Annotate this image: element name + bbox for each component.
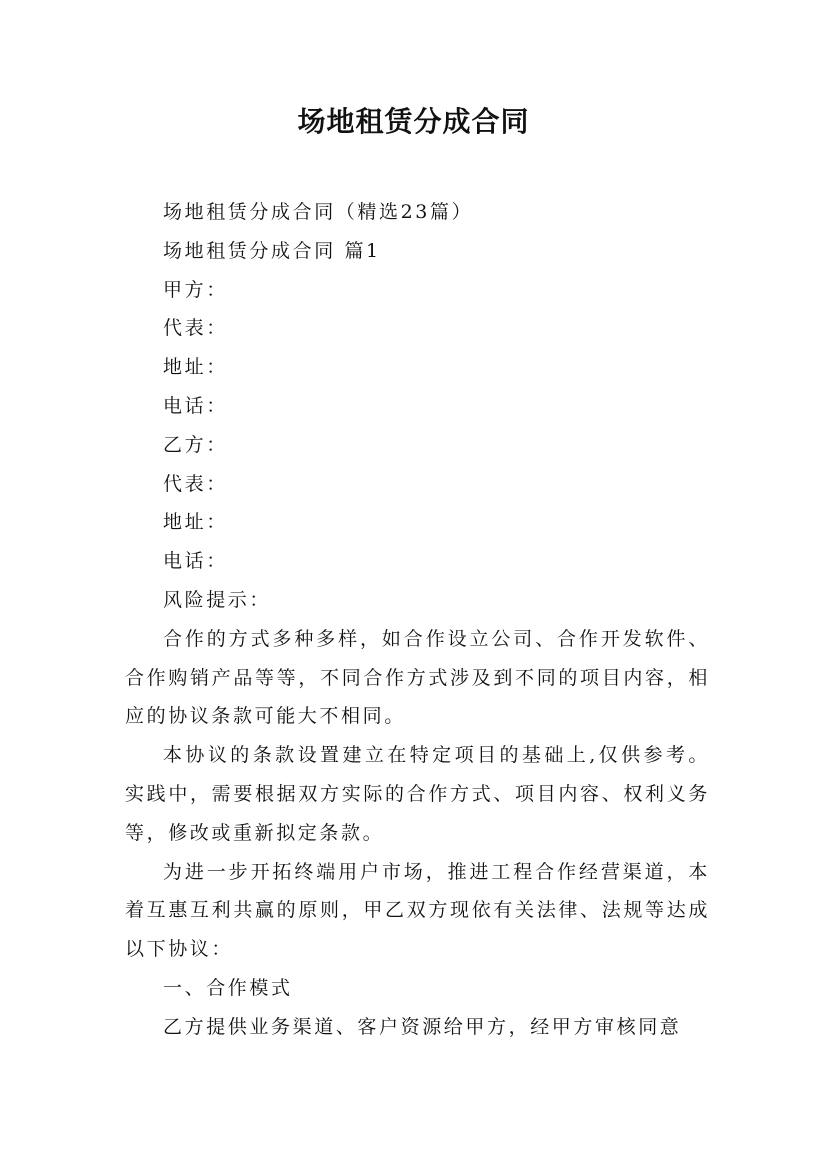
- paragraph-risk-heading: 风险提示：: [163, 588, 272, 611]
- paragraph-party-b: 乙方：: [163, 433, 228, 456]
- paragraph-section-heading: 场地租赁分成合同 篇1: [163, 239, 381, 262]
- paragraph-party-b-phone: 电话：: [163, 550, 228, 573]
- document-body: [125, 193, 710, 1047]
- paragraph-risk-2: 本协议的条款设置建立在特定项目的基础上,仅供参考。实践中，需要根据双方实际的合作方式、项目内容、权利义务等，修改或重新拟定条款。: [125, 744, 710, 844]
- paragraph-party-b-representative: 代表：: [163, 472, 228, 495]
- paragraph-party-a-phone: 电话：: [163, 394, 228, 417]
- paragraph-risk-1: 合作的方式多种多样，如合作设立公司、合作开发软件、合作购销产品等等，不同合作方式涉及到不同的项目内容，相应的协议条款可能大不相同。: [125, 627, 710, 728]
- document-title: 场地租赁分成合同: [297, 105, 530, 138]
- paragraph-subtitle: 场地租赁分成合同（精选23篇）: [163, 201, 474, 223]
- paragraph-party-a: 甲方：: [163, 278, 228, 301]
- paragraph-clause-heading: 一、合作模式: [163, 976, 293, 999]
- paragraph-party-a-representative: 代表：: [163, 317, 228, 340]
- paragraph-party-a-address: 地址：: [163, 356, 228, 379]
- paragraph-preamble: 为进一步开拓终端用户市场，推进工程合作经营渠道，本着互惠互利共赢的原则，甲乙双方现依有关法律、法规等达成以下协议：: [125, 860, 710, 961]
- paragraph-party-b-address: 地址：: [163, 511, 228, 534]
- paragraph-clause-text: 乙方提供业务渠道、客户资源给甲方，经甲方审核同意: [163, 1015, 682, 1038]
